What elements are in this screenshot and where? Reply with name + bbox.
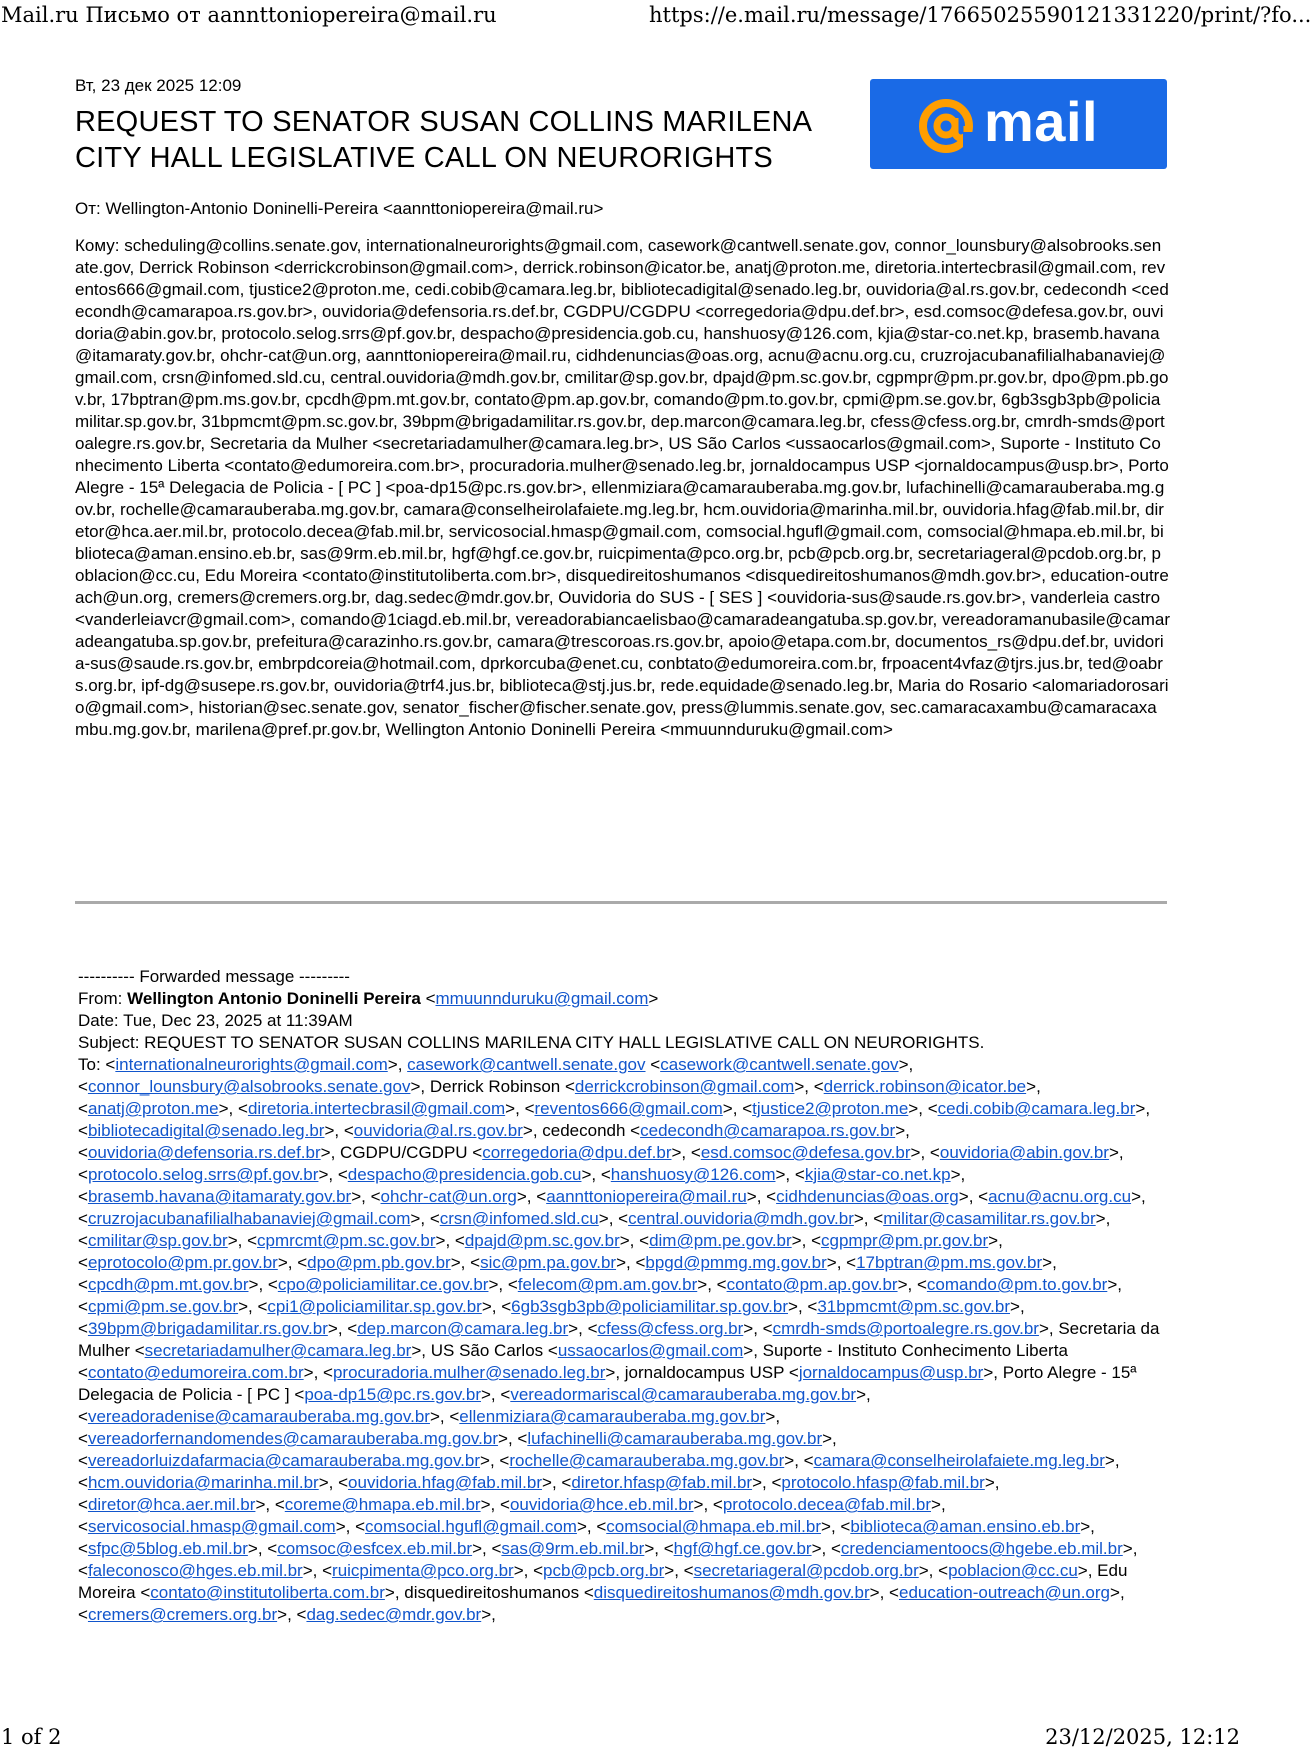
recipient-email-link[interactable]: vereadorfernandomendes@camarauberaba.mg.gov.br	[87, 1429, 499, 1448]
recipient-email-link[interactable]: 31bpmcmt@pm.sc.gov.br	[817, 1297, 1010, 1316]
recipient-email-link[interactable]: comsoc@esfcex.eb.mil.br	[277, 1539, 473, 1558]
recipient-email-link[interactable]: protocolo.decea@fab.mil.br	[722, 1495, 931, 1514]
recipient-email-link[interactable]: cmrdh-smds@portoalegre.rs.gov.br	[772, 1319, 1039, 1338]
recipient-email-link[interactable]: casework@cantwell.senate.gov	[407, 1055, 646, 1074]
recipient-email-link[interactable]: protocolo.selog.srrs@pf.gov.br	[87, 1165, 319, 1184]
recipient-email-link[interactable]: jornaldocampus@usp.br	[798, 1363, 984, 1382]
recipient-email-link[interactable]: disquedireitoshumanos@mdh.gov.br	[593, 1583, 870, 1602]
recipient-email-link[interactable]: cmilitar@sp.gov.br	[87, 1231, 228, 1250]
recipient-email-link[interactable]: poa-dp15@pc.rs.gov.br	[304, 1385, 481, 1404]
recipient-email-link[interactable]: hanshuosy@126.com	[610, 1165, 776, 1184]
recipient-email-link[interactable]: cpmi@pm.se.gov.br	[87, 1297, 239, 1316]
recipient-email-link[interactable]: diretoria.intertecbrasil@gmail.com	[247, 1099, 506, 1118]
recipient-email-link[interactable]: diretor@hca.aer.mil.br	[87, 1495, 256, 1514]
recipient-email-link[interactable]: procuradoria.mulher@senado.leg.br	[332, 1363, 606, 1382]
recipient-email-link[interactable]: secretariadamulher@camara.leg.br	[144, 1341, 412, 1360]
recipient-email-link[interactable]: ouvidoria@hce.eb.mil.br	[509, 1495, 694, 1514]
recipient-email-link[interactable]: ruicpimenta@pco.org.br	[332, 1561, 514, 1580]
recipient-email-link[interactable]: camara@conselheirolafaiete.mg.leg.br	[813, 1451, 1105, 1470]
recipient-email-link[interactable]: comsocial@hmapa.eb.mil.br	[606, 1517, 821, 1536]
recipient-email-link[interactable]: connor_lounsbury@alsobrooks.senate.gov	[87, 1077, 411, 1096]
recipient-email-link[interactable]: cpi1@policiamilitar.sp.gov.br	[267, 1297, 482, 1316]
recipient-email-link[interactable]: vereadoradenise@camarauberaba.mg.gov.br	[87, 1407, 430, 1426]
recipient-email-link[interactable]: ouvidoria.hfag@fab.mil.br	[348, 1473, 543, 1492]
recipient-email-link[interactable]: crsn@infomed.sld.cu	[439, 1209, 599, 1228]
forward-date-label: Date:	[78, 1011, 119, 1030]
recipient-email-link[interactable]: cedi.cobib@camara.leg.br	[937, 1099, 1136, 1118]
recipient-email-link[interactable]: casework@cantwell.senate.gov	[660, 1055, 899, 1074]
recipient-email-link[interactable]: ouvidoria@defensoria.rs.def.br	[87, 1143, 321, 1162]
recipient-email-link[interactable]: cgpmpr@pm.pr.gov.br	[821, 1231, 989, 1250]
recipient-email-link[interactable]: bibliotecadigital@senado.leg.br	[87, 1121, 325, 1140]
recipient-email-link[interactable]: corregedoria@dpu.def.br	[482, 1143, 672, 1162]
recipient-email-link[interactable]: cruzrojacubanafilialhabanaviej@gmail.com	[87, 1209, 411, 1228]
recipient-email-link[interactable]: militar@casamilitar.rs.gov.br	[883, 1209, 1096, 1228]
recipient-email-link[interactable]: cedecondh@camarapoa.rs.gov.br	[640, 1121, 896, 1140]
forward-to	[78, 1054, 1168, 1626]
recipient-email-link[interactable]: dag.sedec@mdr.gov.br	[306, 1605, 482, 1624]
recipient-email-link[interactable]: cidhdenuncias@oas.org	[776, 1187, 959, 1206]
recipient-email-link[interactable]: vereadormariscal@camarauberaba.mg.gov.br	[510, 1385, 857, 1404]
print-header	[0, 0, 1311, 30]
recipient-email-link[interactable]: ohchr-cat@un.org	[380, 1187, 517, 1206]
message-recipients	[75, 235, 1170, 741]
message-subject: REQUEST TO SENATOR SUSAN COLLINS MARILENA CITY HALL LEGISLATIVE CALL ON NEURORIGHTS	[75, 106, 811, 174]
at-sign-icon	[916, 96, 976, 156]
from-value: Wellington-Antonio Doninelli-Pereira <aannttoniopereira@mail.ru>	[105, 199, 604, 218]
recipient-email-link[interactable]: ouvidoria@abin.gov.br	[939, 1143, 1109, 1162]
forward-date-value: Tue, Dec 23, 2025 at 11:39AM	[123, 1011, 353, 1030]
recipient-email-link[interactable]: esd.comsoc@defesa.gov.br	[700, 1143, 911, 1162]
forward-from: From: Wellington Antonio Doninelli Pereira <mmuunnduruku@gmail.com>	[78, 989, 659, 1008]
recipient-email-link[interactable]: biblioteca@aman.ensino.eb.br	[850, 1517, 1081, 1536]
recipient-email-link[interactable]: 6gb3sgb3pb@policiamilitar.sp.gov.br	[511, 1297, 788, 1316]
recipient-email-link[interactable]: comando@pm.to.gov.br	[926, 1275, 1108, 1294]
recipient-email-link[interactable]: internationalneurorights@gmail.com	[115, 1055, 388, 1074]
recipient-email-link[interactable]: acnu@acnu.org.cu	[988, 1187, 1132, 1206]
recipient-email-link[interactable]: vereadorluizdafarmacia@camarauberaba.mg.gov.br	[87, 1451, 481, 1470]
forward-from-name: Wellington Antonio Doninelli Pereira	[127, 989, 421, 1008]
recipient-email-link[interactable]: faleconosco@hges.eb.mil.br	[87, 1561, 303, 1580]
recipient-email-link[interactable]: central.ouvidoria@mdh.gov.br	[628, 1209, 854, 1228]
forward-subject-label: Subject:	[78, 1033, 140, 1052]
recipient-email-link[interactable]: anatj@proton.me	[87, 1099, 219, 1118]
recipient-email-link[interactable]: protocolo.hfasp@fab.mil.br	[781, 1473, 985, 1492]
recipient-email-link[interactable]: hcm.ouvidoria@marinha.mil.br	[87, 1473, 319, 1492]
recipient-email-link[interactable]: derrickcrobinson@gmail.com	[574, 1077, 795, 1096]
forward-subject-value: REQUEST TO SENATOR SUSAN COLLINS MARILENA CITY HALL LEGISLATIVE CALL ON NEURORIGHTS.	[144, 1033, 985, 1052]
forward-from-label: From:	[78, 989, 123, 1008]
recipient-email-link[interactable]: eprotocolo@pm.pr.gov.br	[87, 1253, 278, 1272]
recipient-email-link[interactable]: reventos666@gmail.com	[534, 1099, 723, 1118]
recipient-email-link[interactable]: sas@9rm.eb.mil.br	[501, 1539, 645, 1558]
recipient-email-link[interactable]: coreme@hmapa.eb.mil.br	[284, 1495, 481, 1514]
recipient-email-link[interactable]: brasemb.havana@itamaraty.gov.br	[87, 1187, 352, 1206]
recipient-email-link[interactable]: cpmrcmt@pm.sc.gov.br	[257, 1231, 436, 1250]
recipient-email-link[interactable]: ussaocarlos@gmail.com	[557, 1341, 744, 1360]
recipient-email-link[interactable]: pcb@pcb.org.br	[543, 1561, 665, 1580]
recipient-email-link[interactable]: cpcdh@pm.mt.gov.br	[87, 1275, 249, 1294]
recipient-email-link[interactable]: despacho@presidencia.gob.cu	[347, 1165, 582, 1184]
recipient-email-link[interactable]: sic@pm.pa.gov.br	[480, 1253, 617, 1272]
forwarded-message	[78, 966, 1168, 1626]
recipient-email-link[interactable]: contato@institutoliberta.com.br	[150, 1583, 385, 1602]
recipient-email-link[interactable]: ellenmiziara@camarauberaba.mg.gov.br	[459, 1407, 766, 1426]
recipient-email-link[interactable]: contato@edumoreira.com.br	[87, 1363, 304, 1382]
to-value: scheduling@collins.senate.gov, internationalneurorights@gmail.com, casework@cantwell.senate.gov, connor_lounsbury@alsobrooks.senate.gov, Derrick Robinson <derrickcrobinson@gmail.com>, derrick.robinson@icator.be, anatj@proton.me, diretoria.intertecbrasil@gmail.com, reventos666@gmail.com, tjustice2@proton.me, cedi.cobib@camara.leg.br, bibliotecadigital@senado.leg.br, ouvidoria@al.rs.gov.br, cedecondh <cedecondh@camarapoa.rs.gov.br>, ouvidoria@defensoria.rs.def.br, CGDPU/CGDPU <corregedoria@dpu.def.br>, esd.comsoc@defesa.gov.br, ouvidoria@abin.gov.br, protocolo.selog.srrs@pf.gov.br, despacho@presidencia.gob.cu, hanshuosy@126.com, kjia@star-co.net.kp, brasemb.havana@itamaraty.gov.br, ohchr-cat@un.org, aannttoniopereira@mail.ru, cidhdenuncias@oas.org, acnu@acnu.org.cu, cruzrojacubanafilialhabanaviej@gmail.com, crsn@infomed.sld.cu, central.ouvidoria@mdh.gov.br, cmilitar@sp.gov.br, dpajd@pm.sc.gov.br, cgpmpr@pm.pr.gov.br, dpo@pm.pb.gov.br, 17bptran@pm.ms.gov.br, cpcdh@pm.mt.gov.br, contato@pm.ap.gov.br, comando@pm.to.gov.br, cpmi@pm.se.gov.br, 6gb3sgb3pb@policiamilitar.sp.gov.br, 31bpmcmt@pm.sc.gov.br, 39bpm@brigadamilitar.rs.gov.br, dep.marcon@camara.leg.br, cfess@cfess.org.br, cmrdh-smds@portoalegre.rs.gov.br, Secretaria da Mulher <secretariadamulher@camara.leg.br>, US São Carlos <ussaocarlos@gmail.com>, Suporte - Instituto Conhecimento Liberta <contato@edumoreira.com.br>, procuradoria.mulher@senado.leg.br, jornaldocampus USP <jornaldocampus@usp.br>, Porto Alegre - 15ª Delegacia de Policia - [ PC ] <poa-dp15@pc.rs.gov.br>, ellenmiziara@camarauberaba.mg.gov.br, lufachinelli@camarauberaba.mg.gov.br, rochelle@camarauberaba.mg.gov.br, camara@conselheirolafaiete.mg.leg.br, hcm.ouvidoria@marinha.mil.br, ouvidoria.hfag@fab.mil.br, diretor@hca.aer.mil.br, protocolo.decea@fab.mil.br, servicosocial.hmasp@gmail.com, comsocial.hgufl@gmail.com, comsocial@hmapa.eb.mil.br, biblioteca@aman.ensino.eb.br, sas@9rm.eb.mil.br, hgf@hgf.ce.gov.br, ruicpimenta@pco.org.br, pcb@pcb.org.br, secretariageral@pcdob.org.br, poblacion@cc.cu, Edu Moreira <contato@institutoliberta.com.br>, disquedireitoshumanos <disquedireitoshumanos@mdh.gov.br>, education-outreach@un.org, cremers@cremers.org.br, dag.sedec@mdr.gov.br, Ouvidoria do SUS - [ SES ] <ouvidoria-sus@saude.rs.gov.br>, vanderleia castro <vanderleiavcr@gmail.com>, comando@1ciagd.eb.mil.br, vereadorabiancaelisbao@camaradeangatuba.sp.gov.br, vereadoramanubasile@camaradeangatuba.sp.gov.br, prefeitura@carazinho.rs.gov.br, camara@trescoroas.rs.gov.br, apoio@etapa.com.br, documentos_rs@dpu.def.br, uvidoria-sus@saude.rs.gov.br, embrpdcoreia@hotmail.com, dprkorcuba@enet.cu, conbtato@edumoreira.com.br, frpoacent4vfaz@tjrs.jus.br, ted@oabrs.org.br, ipf-dg@susepe.rs.gov.br, ouvidoria@trf4.jus.br, biblioteca@stj.jus.br, rede.equidade@senado.leg.br, Maria do Rosario <alomariadorosario@gmail.com>, historian@sec.senate.gov, senator_fischer@fischer.senate.gov, press@lummis.senate.gov, sec.camaracaxambu@camaracaxambu.mg.gov.br, marilena@pref.pr.gov.br, Wellington Antonio Doninelli Pereira <mmuunnduruku@gmail.com>	[75, 236, 1170, 739]
recipient-email-link[interactable]: diretor.hfasp@fab.mil.br	[571, 1473, 753, 1492]
page-number: 1 of 2	[1, 1725, 62, 1749]
logo-text: mail	[984, 90, 1099, 153]
recipient-email-link[interactable]: rochelle@camarauberaba.mg.gov.br	[509, 1451, 785, 1470]
recipient-email-link[interactable]: hgf@hgf.ce.gov.br	[673, 1539, 812, 1558]
recipient-email-link[interactable]: felecom@pm.am.gov.br	[517, 1275, 698, 1294]
message-date: Вт, 23 дек 2025 12:09	[75, 76, 242, 95]
print-footer	[0, 1722, 1242, 1752]
recipient-email-link[interactable]: secretariageral@pcdob.org.br	[693, 1561, 919, 1580]
forward-from-email-link[interactable]: mmuunnduruku@gmail.com	[435, 989, 649, 1008]
print-url: https://e.mail.ru/message/17665025590121331220/print/?fo...	[649, 3, 1311, 27]
to-label: Кому:	[75, 236, 120, 255]
recipient-email-link[interactable]: dim@pm.pe.gov.br	[649, 1231, 792, 1250]
recipient-email-link[interactable]: lufachinelli@camarauberaba.mg.gov.br	[527, 1429, 823, 1448]
header-divider	[75, 901, 1167, 904]
forward-recipient-list: <internationalneurorights@gmail.com>, casework@cantwell.senate.gov <casework@cantwell.senate.gov>, <connor_lounsbury@alsobrooks.senate.gov>, Derrick Robinson <derrickcrobinson@gmail.com>, <derrick.robinson@icator.be>, <anatj@proton.me>, <diretoria.intertecbrasil@gmail.com>, <reventos666@gmail.com>, <tjustice2@proton.me>, <cedi.cobib@camara.leg.br>, <bibliotecadigital@senado.leg.br>, <ouvidoria@al.rs.gov.br>, cedecondh <cedecondh@camarapoa.rs.gov.br>, <ouvidoria@defensoria.rs.def.br>, CGDPU/CGDPU <corregedoria@dpu.def.br>, <esd.comsoc@defesa.gov.br>, <ouvidoria@abin.gov.br>, <protocolo.selog.srrs@pf.gov.br>, <despacho@presidencia.gob.cu>, <hanshuosy@126.com>, <kjia@star-co.net.kp>, <brasemb.havana@itamaraty.gov.br>, <ohchr-cat@un.org>, <aannttoniopereira@mail.ru>, <cidhdenuncias@oas.org>, <acnu@acnu.org.cu>, <cruzrojacubanafilialhabanaviej@gmail.com>, <crsn@infomed.sld.cu>, <central.ouvidoria@mdh.gov.br>, <militar@casamilitar.rs.gov.br>, <cmilitar@sp.gov.br>, <cpmrcmt@pm.sc.gov.br>, <dpajd@pm.sc.gov.br>, <dim@pm.pe.gov.br>, <cgpmpr@pm.pr.gov.br>, <eprotocolo@pm.pr.gov.br>, <dpo@pm.pb.gov.br>, <sic@pm.pa.gov.br>, <bpgd@pmmg.mg.gov.br>, <17bptran@pm.ms.gov.br>, <cpcdh@pm.mt.gov.br>, <cpo@policiamilitar.ce.gov.br>, <felecom@pm.am.gov.br>, <contato@pm.ap.gov.br>, <comando@pm.to.gov.br>, <cpmi@pm.se.gov.br>, <cpi1@policiamilitar.sp.gov.br>, <6gb3sgb3pb@policiamilitar.sp.gov.br>, <31bpmcmt@pm.sc.gov.br>, <39bpm@brigadamilitar.rs.gov.br>, <dep.marcon@camara.leg.br>, <cfess@cfess.org.br>, <cmrdh-smds@portoalegre.rs.gov.br>, Secretaria da Mulher <secretariadamulher@camara.leg.br>, US São Carlos <ussaocarlos@gmail.com>, Suporte - Instituto Conhecimento Liberta <contato@edumoreira.com.br>, <procuradoria.mulher@senado.leg.br>, jornaldocampus USP <jornaldocampus@usp.br>, Porto Alegre - 15ª Delegacia de Policia - [ PC ] <poa-dp15@pc.rs.gov.br>, <vereadormariscal@camarauberaba.mg.gov.br>, <vereadoradenise@camarauberaba.mg.gov.br>, <ellenmiziara@camarauberaba.mg.gov.br>, <vereadorfernandomendes@camarauberaba.mg.gov.br>, <lufachinelli@camarauberaba.mg.gov.br>, <vereadorluizdafarmacia@camarauberaba.mg.gov.br>, <rochelle@camarauberaba.mg.gov.br>, <camara@conselheirolafaiete.mg.leg.br>, <hcm.ouvidoria@marinha.mil.br>, <ouvidoria.hfag@fab.mil.br>, <diretor.hfasp@fab.mil.br>, <protocolo.hfasp@fab.mil.br>, <diretor@hca.aer.mil.br>, <coreme@hmapa.eb.mil.br>, <ouvidoria@hce.eb.mil.br>, <protocolo.decea@fab.mil.br>, <servicosocial.hmasp@gmail.com>, <comsocial.hgufl@gmail.com>, <comsocial@hmapa.eb.mil.br>, <biblioteca@aman.ensino.eb.br>, <sfpc@5blog.eb.mil.br>, <comsoc@esfcex.eb.mil.br>, <sas@9rm.eb.mil.br>, <hgf@hgf.ce.gov.br>, <credenciamentoocs@hgebe.eb.mil.br>, <faleconosco@hges.eb.mil.br>, <ruicpimenta@pco.org.br>, <pcb@pcb.org.br>, <secretariageral@pcdob.org.br>, <poblacion@cc.cu>, Edu Moreira <contato@institutoliberta.com.br>, disquedireitoshumanos <disquedireitoshumanos@mdh.gov.br>, <education-outreach@un.org>, <cremers@cremers.org.br>, <dag.sedec@mdr.gov.br>,	[78, 1055, 1160, 1624]
recipient-email-link[interactable]: sfpc@5blog.eb.mil.br	[87, 1539, 248, 1558]
forward-separator: ---------- Forwarded message ---------	[78, 967, 350, 986]
recipient-email-link[interactable]: 17bptran@pm.ms.gov.br	[856, 1253, 1043, 1272]
recipient-email-link[interactable]: cfess@cfess.org.br	[597, 1319, 744, 1338]
recipient-email-link[interactable]: education-outreach@un.org	[898, 1583, 1110, 1602]
recipient-email-link[interactable]: dpo@pm.pb.gov.br	[307, 1253, 451, 1272]
from-label: От:	[75, 199, 101, 218]
recipient-email-link[interactable]: dpajd@pm.sc.gov.br	[464, 1231, 620, 1250]
print-datetime: 23/12/2025, 12:12	[1045, 1725, 1240, 1749]
forward-subject	[78, 1032, 1168, 1054]
recipient-email-link[interactable]: derrick.robinson@icator.be	[823, 1077, 1027, 1096]
recipient-email-link[interactable]: bpgd@pmmg.mg.gov.br	[645, 1253, 827, 1272]
recipient-email-link[interactable]: aannttoniopereira@mail.ru	[546, 1187, 747, 1206]
recipient-email-link[interactable]: 39bpm@brigadamilitar.rs.gov.br	[87, 1319, 328, 1338]
recipient-email-link[interactable]: tjustice2@proton.me	[752, 1099, 909, 1118]
recipient-email-link[interactable]: contato@pm.ap.gov.br	[726, 1275, 898, 1294]
recipient-email-link[interactable]: servicosocial.hmasp@gmail.com	[87, 1517, 336, 1536]
mail-logo	[870, 79, 1167, 169]
recipient-email-link[interactable]: dep.marcon@camara.leg.br	[357, 1319, 569, 1338]
recipient-email-link[interactable]: kjia@star-co.net.kp	[804, 1165, 951, 1184]
recipient-email-link[interactable]: ouvidoria@al.rs.gov.br	[353, 1121, 523, 1140]
forward-to-label: To:	[78, 1055, 101, 1074]
print-title: Mail.ru Письмо от aannttoniopereira@mail.ru	[1, 3, 497, 27]
message-from	[75, 199, 603, 219]
forward-date	[78, 1010, 1168, 1032]
recipient-email-link[interactable]: credenciamentoocs@hgebe.eb.mil.br	[840, 1539, 1123, 1558]
recipient-email-link[interactable]: cpo@policiamilitar.ce.gov.br	[277, 1275, 489, 1294]
recipient-email-link[interactable]: comsocial.hgufl@gmail.com	[365, 1517, 577, 1536]
recipient-email-link[interactable]: poblacion@cc.cu	[948, 1561, 1078, 1580]
recipient-email-link[interactable]: cremers@cremers.org.br	[87, 1605, 278, 1624]
